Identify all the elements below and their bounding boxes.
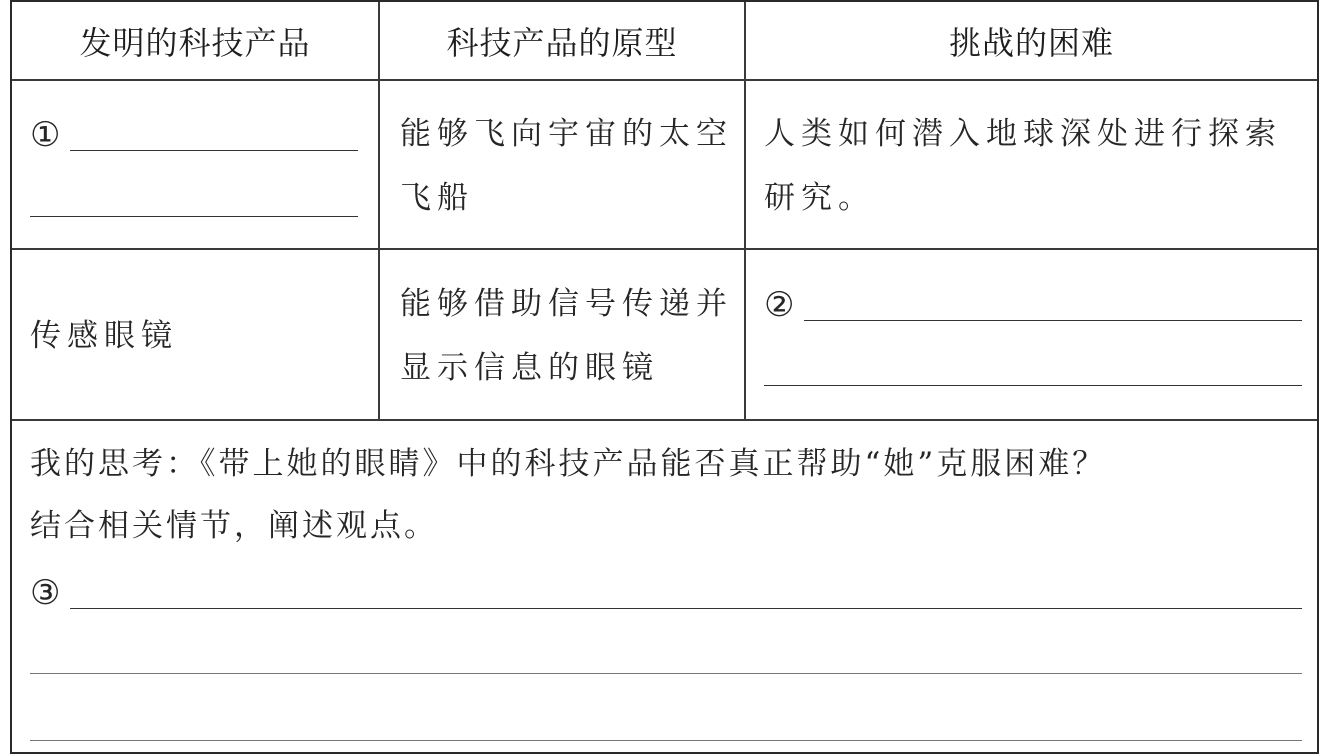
row-divider-1 — [12, 248, 1317, 250]
answer-marker-2: ② — [764, 285, 795, 325]
answer-marker-3: ③ — [30, 573, 61, 613]
prototype-text-2a: 能够借助信号传递并 — [400, 286, 733, 322]
answer-blank-1b[interactable] — [30, 216, 358, 217]
answer-blank-1a[interactable] — [70, 150, 358, 151]
answer-blank-3b[interactable] — [30, 673, 1302, 674]
worksheet-table — [10, 0, 1319, 754]
answer-blank-3c[interactable] — [30, 740, 1302, 741]
thinking-question-line2: 结合相关情节，阐述观点。 — [30, 508, 438, 544]
header-invention: 发明的科技产品 — [79, 24, 311, 62]
answer-blank-3a[interactable] — [70, 608, 1302, 609]
header-prototype: 科技产品的原型 — [446, 24, 678, 62]
prototype-text-2b: 显示信息的眼镜 — [400, 350, 659, 386]
answer-blank-2b[interactable] — [764, 385, 1302, 386]
challenge-text-1a: 人类如何潜入地球深处进行探索 — [764, 116, 1282, 152]
prototype-text-1a: 能够飞向宇宙的太空 — [400, 116, 733, 152]
product-text-2: 传感眼镜 — [30, 318, 178, 354]
challenge-text-1b: 研究。 — [764, 180, 875, 216]
answer-blank-2a[interactable] — [804, 320, 1302, 321]
thinking-question-line1: 我的思考：《带上她的眼睛》中的科技产品能否真正帮助“她”克服困难？ — [30, 446, 1107, 482]
header-challenge: 挑战的困难 — [948, 24, 1114, 62]
row-divider-2 — [12, 419, 1317, 421]
prototype-text-1b: 飞船 — [400, 180, 474, 216]
answer-marker-1: ① — [30, 115, 61, 155]
